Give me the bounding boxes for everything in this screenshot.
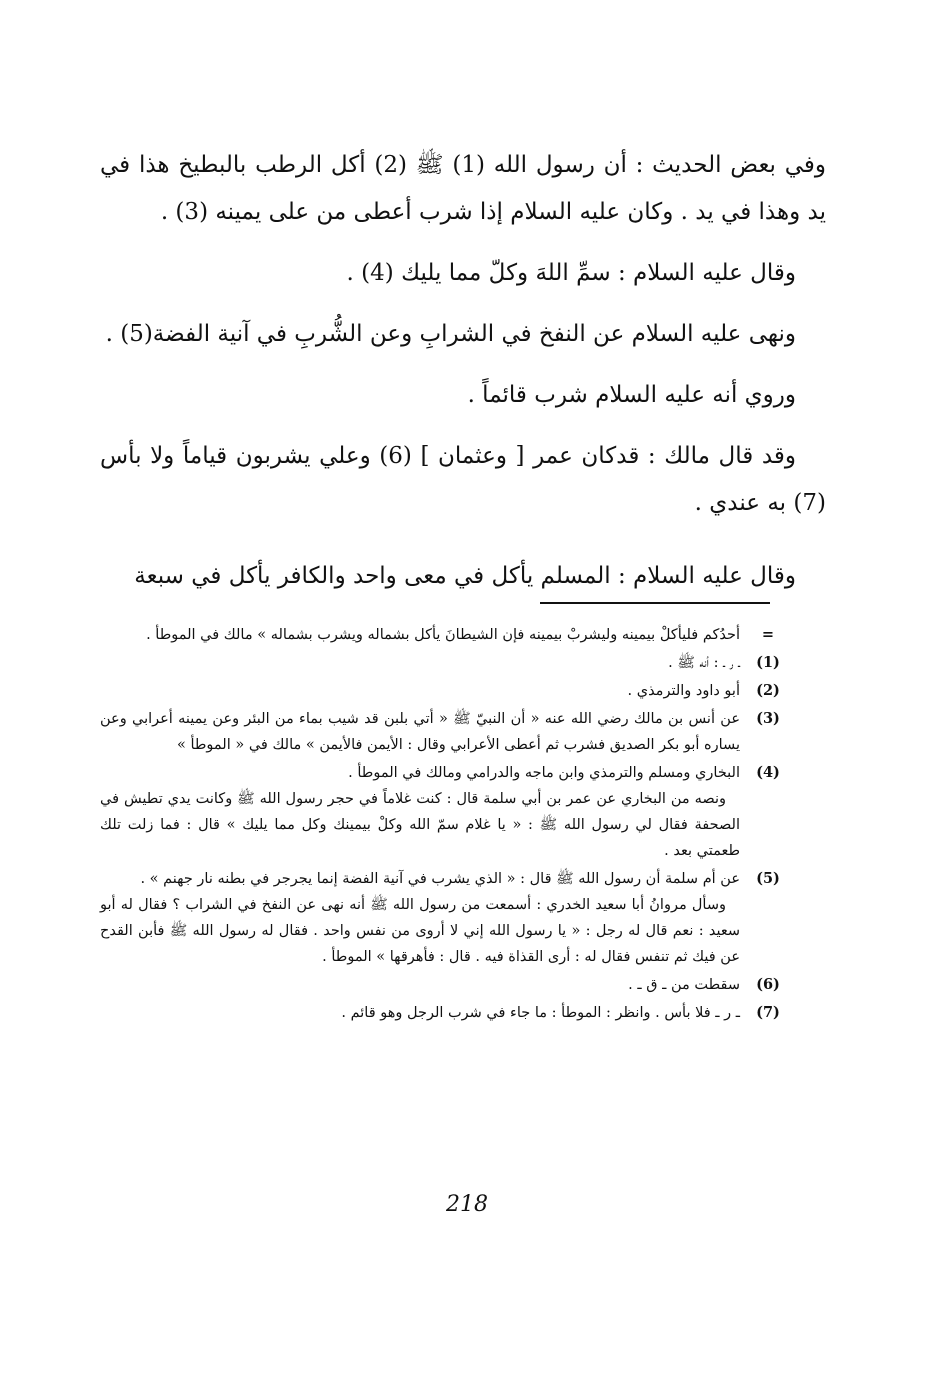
footnotes-block xyxy=(100,622,780,1028)
footnote-separator xyxy=(540,602,770,604)
footnote-text: عن أنس بن مالك رضي الله عنه « أن النبيّ ﷺ « أتي بلبن قد شيب بماء من البئر وعن يمينه أعرابي وعن يساره أبو بكر الصديق فشرب ثم أعطى الأعرابي وقال : الأيمن فالأيمن » مالك في « الموطأ » xyxy=(100,711,740,753)
footnote-number: (7) xyxy=(756,1004,780,1021)
footnote-continuation xyxy=(100,622,780,648)
footnote-text: ـ ر ـ : أنه ﷺ . xyxy=(668,655,740,671)
page-number: 218 xyxy=(446,1192,488,1217)
paragraph-1: وفي بعض الحديث : أن رسول الله (1) ﷺ (2) أكل الرطب بالبطيخ هذا في يد وهذا في يد . وكان عليه السلام إذا شرب أعطى من على يمينه (3) . xyxy=(100,152,826,225)
footnote-text: البخاري ومسلم والترمذي وابن ماجه والدرامي ومالك في الموطأ . xyxy=(348,765,740,781)
paragraph-5: وقد قال مالك : قدكان عمر [ وعثمان ] (6) وعلي يشربون قياماً ولا بأس (7) به عندي . xyxy=(100,443,826,516)
footnote-text: ـ ر ـ فلا بأس . وانظر : الموطأ : ما جاء في شرب الرجل وهو قائم . xyxy=(341,1005,740,1021)
footnote-7 xyxy=(100,1000,780,1026)
footnote-continuation-text: ونصه من البخاري عن عمر بن أبي سلمة قال : كنت غلاماً في حجر رسول الله ﷺ وكانت يدي تطيش في الصحفة فقال لي رسول الله ﷺ : « يا غلام سمّ الله وكلْ بيمينك وكل مما يليك » قال : فما زلت تلك طعمتي بعد . xyxy=(100,791,740,859)
paragraph-4: وروي أنه عليه السلام شرب قائماً . xyxy=(467,382,796,408)
paragraph-3: ونهى عليه السلام عن النفخ في الشرابِ وعن الشُّربِ في آنية الفضة(5) . xyxy=(105,321,796,347)
footnote-number: (5) xyxy=(756,870,780,887)
footnote-6 xyxy=(100,972,780,998)
footnote-2 xyxy=(100,678,780,704)
paragraph-6: وقال عليه السلام : المسلم يأكل في معى واحد والكافر يأكل في سبعة xyxy=(134,563,796,589)
footnote-3 xyxy=(100,706,780,758)
footnote-4 xyxy=(100,760,780,864)
footnote-text: سقطت من ـ ق ـ . xyxy=(628,977,740,993)
footnote-1 xyxy=(100,650,780,676)
footnote-5 xyxy=(100,866,780,970)
footnote-text: عن أم سلمة أن رسول الله ﷺ قال : « الذي يشرب في آنية الفضة إنما يجرجر في بطنه نار جهنم » . xyxy=(140,871,740,887)
footnote-number: (6) xyxy=(756,976,780,993)
footnote-marker: = xyxy=(761,626,775,643)
footnote-continuation-text: وسأل مروانُ أبا سعيد الخدري : أسمعت من رسول الله ﷺ أنه نهى عن النفخ في الشراب ؟ فقال له أبو سعيد : نعم قال له رجل : « يا رسول الله إني لا أروى من نفس واحد . فقال له رسول الله ﷺ فأبن القدح عن فيك ثم تنفس فقال له : أرى القذاة فيه . قال : فأهرقها » الموطأ . xyxy=(100,897,740,965)
footnote-number: (1) xyxy=(756,654,780,671)
footnote-number: (2) xyxy=(756,682,780,699)
footnote-number: (3) xyxy=(756,710,780,727)
main-text-block xyxy=(100,142,826,600)
footnote-text: أبو داود والترمذي . xyxy=(627,683,740,699)
paragraph-2: وقال عليه السلام : سمِّ اللهَ وكلّ مما يليك (4) . xyxy=(346,260,796,286)
footnote-text: أحدُكم فليأكلْ بيمينه وليشربْ بيمينه فإن الشيطانَ يأكل بشماله ويشرب بشماله » مالك في الموطأ . xyxy=(146,627,740,643)
footnote-number: (4) xyxy=(756,764,780,781)
